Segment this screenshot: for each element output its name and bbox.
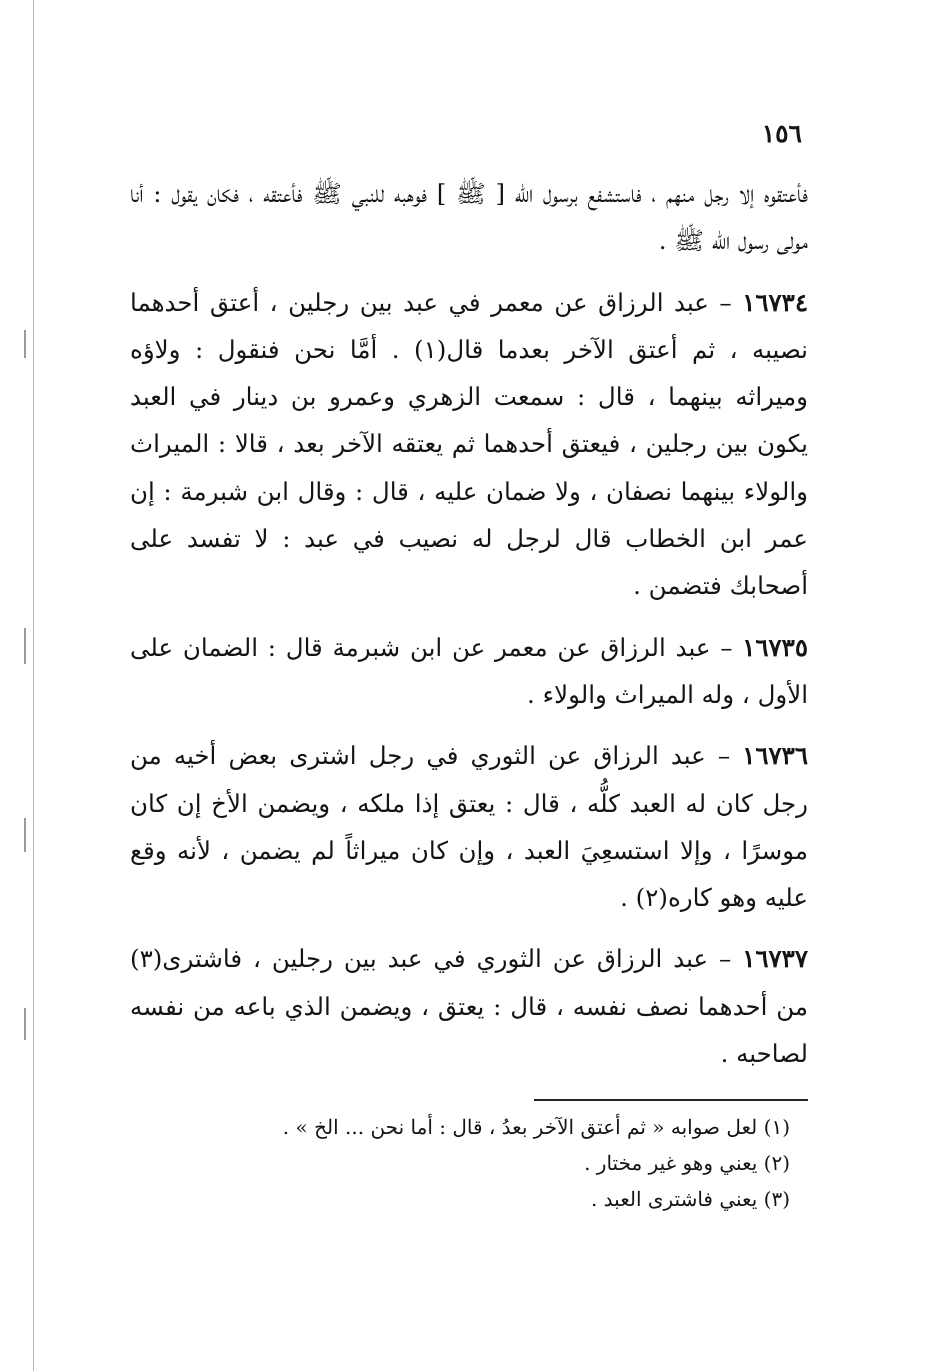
- scan-edge-mark: [24, 628, 26, 664]
- footnote-separator: [534, 1099, 808, 1101]
- hadith-16737: [130, 935, 808, 1077]
- document-page: [130, 118, 808, 1217]
- hadith-number: ١٦٧٣٧: [742, 944, 808, 974]
- paragraph-text: – عبد الرزاق عن معمر عن ابن شبرمة قال : الضمان على الأول ، وله الميراث والولاء .: [130, 632, 808, 709]
- scan-edge-line: [33, 0, 34, 1371]
- footnote-2: (٢) يعني وهو غير مختار .: [584, 1151, 790, 1176]
- hadith-16734: [130, 279, 808, 610]
- hadith-16736: [130, 732, 808, 921]
- paragraph-text: – عبد الرزاق عن الثوري في عبد بين رجلين ، فاشترى(٣) من أحدهما نصف نفسه ، قال : يعتق ، ويضمن الذي باعه من نفسه لصاحبه .: [130, 944, 808, 1069]
- hadith-number: ١٦٧٣٥: [742, 632, 808, 662]
- footnote-3: (٣) يعني فاشترى العبد .: [590, 1187, 790, 1212]
- scan-edge-mark: [24, 330, 26, 358]
- paragraph-text: – عبد الرزاق عن الثوري في رجل اشترى بعض أخيه من رجل كان له العبد كلُّه ، قال : يعتق إذا ملكه ، ويضمن الأخ إن كان موسرًا ، وإلا استسعِيَ العبد ، وإن كان ميراثاً لم يضمن ، لأنه وقع عليه وهو كاره(٢) .: [130, 741, 808, 913]
- hadith-number: ١٦٧٣٦: [742, 741, 808, 771]
- paragraph-text: فأعتقوه إلا رجل منهم ، فاستشفع برسول الله [ ﷺ ] فوهبه للنبي ﷺ فأعتقه ، فكان يقول : أنا مولى رسول الله ﷺ .: [130, 179, 808, 256]
- scan-edge-mark: [24, 818, 26, 852]
- paragraph-text: – عبد الرزاق عن معمر في عبد بين رجلين ، أعتق أحدهما نصيبه ، ثم أعتق الآخر بعدما قال(١) . أمَّا نحن فنقول : ولاؤه وميراثه بينهما ، قال : سمعت الزهري وعمرو بن دينار في العبد يكون بين رجلين ، فيعتق أحدهما ثم يعتقه الآخر بعد ، قالا : الميراث والولاء بينهما نصفان ، ولا ضمان عليه ، قال : وقال ابن شبرمة : إن عمر ابن الخطاب قال لرجل له نصيب في عبد : لا تفسد على أصحابك فتضمن .: [130, 287, 809, 601]
- footnote-1: (١) لعل صوابه « ثم أعتق الآخر بعدُ ، قال : أما نحن ... الخ » .: [282, 1115, 790, 1140]
- hadith-number: ١٦٧٣٤: [742, 287, 808, 317]
- page-number: ١٥٦: [761, 119, 802, 148]
- paragraph-continuation: [130, 170, 808, 265]
- scan-edge-mark: [24, 1008, 26, 1040]
- hadith-16735: [130, 624, 808, 719]
